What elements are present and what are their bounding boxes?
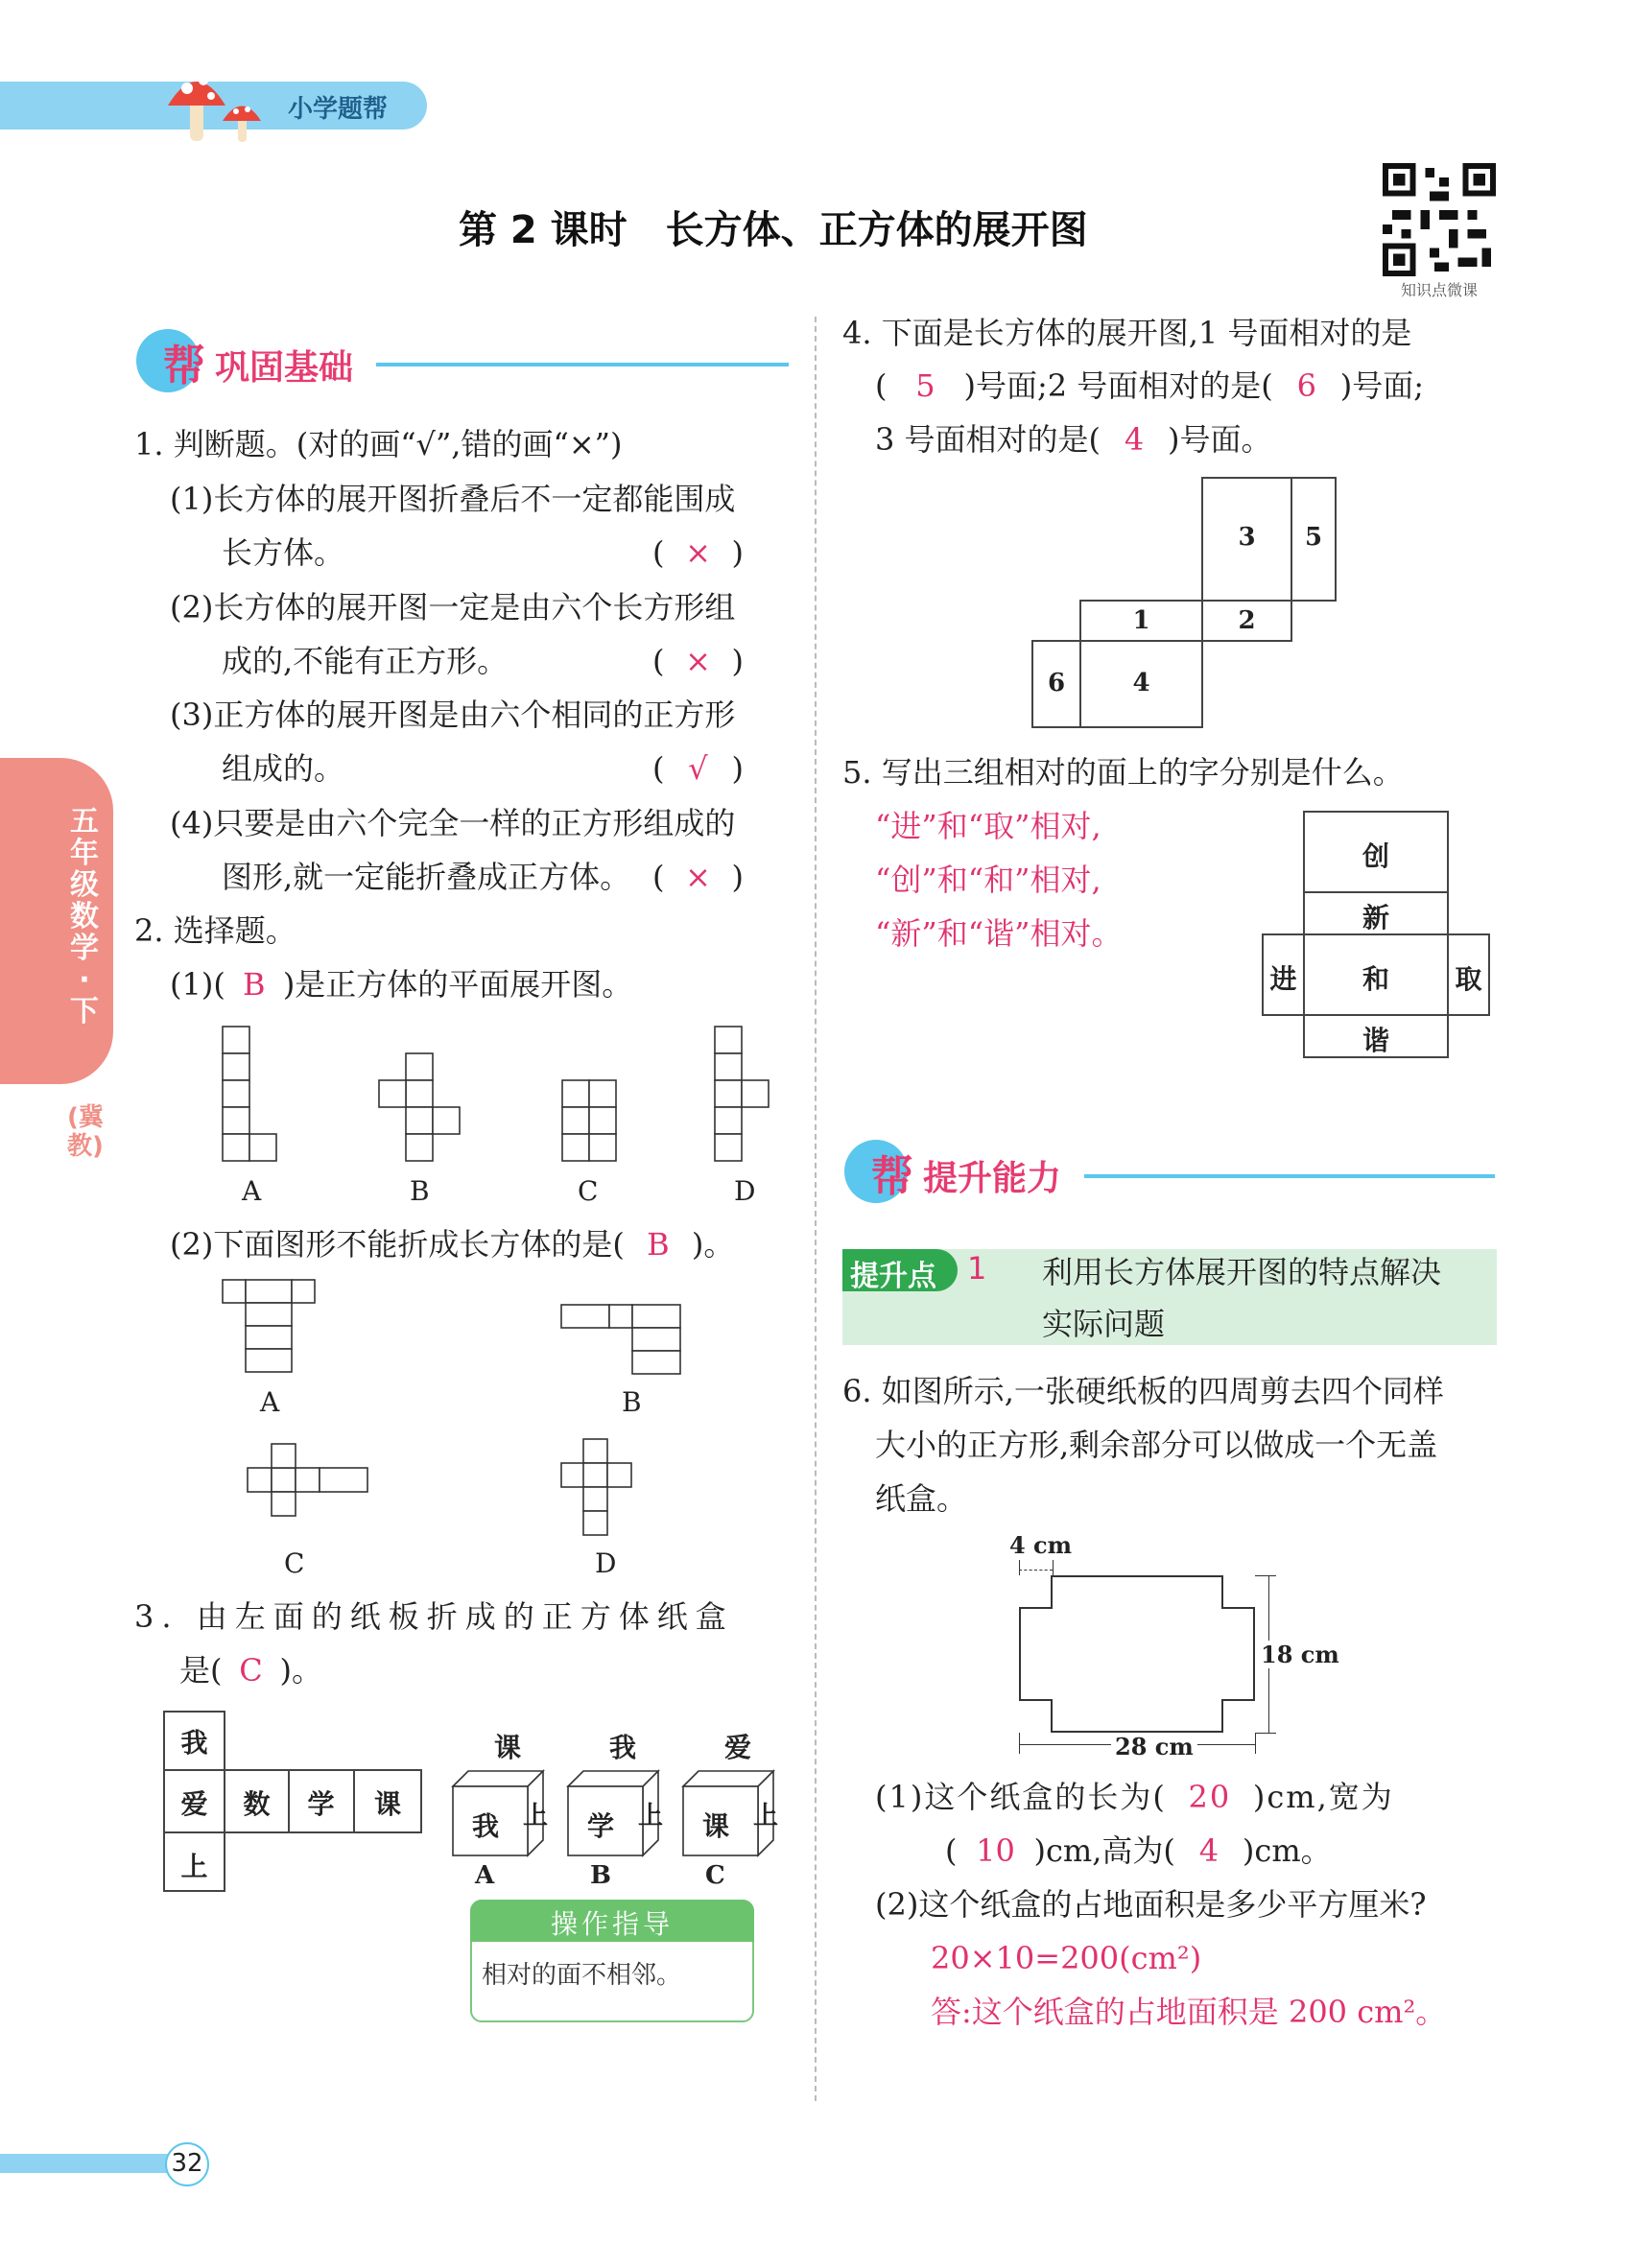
q1-item3-answer[interactable]: ( √ ) [652, 750, 744, 787]
q2-part1-label-a[interactable]: A [242, 1175, 262, 1207]
footer-bar [0, 2154, 187, 2173]
q5-cell-qu: 取 [1455, 963, 1482, 995]
q2-part2-suffix: )。 [691, 1226, 735, 1263]
point-number: 1 [967, 1250, 987, 1287]
q4-line2-a: ( [875, 367, 888, 404]
q2-part1-prefix: (1)( [170, 966, 225, 1003]
q6-part1-b: )cm,宽为 [1252, 1779, 1394, 1815]
q1-item2-line2: 成的,不能有正方形。 [222, 643, 509, 679]
q1-item3-line2: 组成的。 [222, 750, 345, 787]
q6-part1-line2 [945, 1831, 1332, 1870]
q3-cube-b-top: 我 [609, 1732, 637, 1763]
q1-item4-line2: 图形,就一定能折叠成正方体。 [222, 859, 631, 895]
q4-line1: 4. 下面是长方体的展开图,1 号面相对的是 [842, 315, 1412, 351]
q6-part1-e: )cm。 [1242, 1832, 1332, 1869]
q3-cube-a-label: A [475, 1861, 495, 1890]
q2-part2-label-a[interactable]: A [260, 1386, 280, 1418]
point-tag-label: 提升点 [850, 1260, 936, 1293]
q1-item1-line2: 长方体。 [222, 534, 345, 571]
q2-part2 [170, 1225, 734, 1264]
q4-line3-b: )号面。 [1168, 421, 1272, 458]
q1-item2-answer-value: × [685, 643, 711, 679]
section-title-advanced: 提升能力 [923, 1159, 1062, 1198]
q1-item3-line1: (3)正方体的展开图是由六个相同的正方形 [170, 697, 736, 733]
q4-answer-3[interactable]: 4 [1124, 421, 1145, 458]
q2-part2-label-c[interactable]: C [284, 1547, 305, 1579]
q4-net [1031, 477, 1338, 736]
q5-net [1262, 811, 1497, 1060]
q2-part1 [170, 965, 632, 1004]
q5-cell-he: 和 [1362, 963, 1389, 995]
section-badge-basic: 帮 [163, 342, 205, 390]
q3-cube-a-top: 课 [494, 1732, 522, 1763]
q6-part1-line1 [875, 1778, 1394, 1816]
q2-part1-figure-a [223, 1027, 276, 1161]
q2-part2-figure-c [248, 1444, 367, 1516]
q2-part1-figures [211, 1017, 787, 1209]
lesson-title: 第 2 课时 长方体、正方体的展开图 [459, 208, 1088, 252]
q6-dim-corner: 4 cm [1009, 1531, 1073, 1559]
q3-line2-suffix: )。 [279, 1652, 322, 1689]
q5-cell-jin: 进 [1269, 963, 1297, 995]
q4-line2 [875, 366, 1424, 405]
q5-stem: 5. 写出三组相对的面上的字分别是什么。 [842, 754, 1404, 791]
q4-face-5: 5 [1304, 523, 1323, 552]
q6-answer-width[interactable]: 10 [976, 1832, 1015, 1869]
q1-stem: 1. 判断题。(对的画“√”,错的画“×”) [134, 426, 623, 462]
q1-item3-answer-value: √ [688, 750, 708, 787]
column-divider [815, 317, 817, 2101]
q6-part1-a: (1)这个纸盒的长为( [875, 1779, 1167, 1815]
q3-tip-title: 操作指导 [550, 1908, 674, 1940]
q5-answer-1: “进”和“取”相对, [875, 808, 1101, 844]
q2-part1-figure-b [379, 1053, 460, 1161]
q3-cube-c-top: 爱 [724, 1732, 752, 1763]
q3-line2 [179, 1651, 322, 1689]
q6-part2: (2)这个纸盒的占地面积是多少平方厘米? [875, 1886, 1427, 1923]
q1-item1-answer[interactable]: ( × ) [652, 534, 744, 571]
q1-item2-line1: (2)长方体的展开图一定是由六个长方形组 [170, 589, 736, 626]
q4-answer-1[interactable]: 5 [915, 367, 935, 404]
q3-cube-c-label: C [705, 1861, 725, 1890]
q6-part1-d: )cm,高为( [1033, 1832, 1175, 1869]
q2-part2-answer[interactable]: B [647, 1226, 670, 1263]
q6-dim-height: 18 cm [1261, 1641, 1339, 1668]
q6-line2: 大小的正方形,剩余部分可以做成一个无盖 [875, 1427, 1438, 1463]
q3-cube-a-side: 上 [523, 1802, 549, 1831]
q3-net-cell-ke: 课 [373, 1788, 401, 1820]
q4-face-3: 3 [1238, 523, 1256, 552]
q2-part2-figure-a [223, 1280, 315, 1372]
q2-part2-figure-b [561, 1305, 680, 1374]
q1-item1-line1: (1)长方体的展开图折叠后不一定都能围成 [170, 481, 736, 517]
q4-face-6: 6 [1047, 669, 1066, 697]
q3-net [163, 1711, 422, 1902]
q3-cube-b[interactable] [566, 1727, 664, 1890]
q3-cube-a-front: 我 [472, 1810, 500, 1842]
q3-cube-b-label: B [590, 1861, 611, 1890]
q2-part1-label-c[interactable]: C [578, 1175, 599, 1207]
q3-cube-b-side: 上 [638, 1802, 664, 1831]
q6-line3: 纸盒。 [875, 1480, 968, 1517]
section-header-advanced [844, 1132, 1497, 1209]
brand-name: 小学题帮 [288, 95, 389, 124]
q2-part2-figure-d [561, 1439, 631, 1535]
q6-answer: 答:这个纸盒的占地面积是 200 cm²。 [931, 1994, 1447, 2030]
q2-part1-figure-d [715, 1027, 769, 1161]
q2-part1-label-d[interactable]: D [734, 1175, 756, 1207]
q3-cube-a[interactable] [451, 1727, 549, 1890]
q2-part2-label-b[interactable]: B [622, 1386, 642, 1418]
q4-answer-2[interactable]: 6 [1296, 367, 1316, 404]
q2-part1-suffix: )是正方体的平面展开图。 [282, 966, 633, 1003]
q2-part1-figure-c [562, 1080, 616, 1161]
q2-part2-label-d[interactable]: D [595, 1547, 617, 1579]
q1-item4-line1: (4)只要是由六个完全一样的正方形组成的 [170, 805, 736, 841]
q3-cube-c-front: 课 [702, 1810, 730, 1842]
section-title-basic: 巩固基础 [215, 348, 354, 388]
q4-line2-b: )号面;2 号面相对的是( [963, 367, 1273, 404]
section-header-basic [136, 321, 789, 398]
q4-face-2: 2 [1238, 606, 1256, 635]
q6-diagram [998, 1531, 1382, 1781]
q3-net-cell-shang: 上 [180, 1851, 208, 1882]
q3-cube-c-side: 上 [753, 1802, 779, 1831]
point-line1: 利用长方体展开图的特点解决 [1042, 1254, 1442, 1290]
q3-line2-prefix: 是( [179, 1652, 223, 1689]
q3-net-cell-wo: 我 [180, 1727, 208, 1759]
q1-item4-answer-value: × [685, 859, 711, 895]
qr-caption: 知识点微课 [1400, 281, 1478, 299]
q5-cell-chuang: 创 [1362, 840, 1389, 872]
q4-line2-c: )号面; [1339, 367, 1425, 404]
q5-answer-3: “新”和“谐”相对。 [875, 915, 1123, 952]
q4-face-1: 1 [1132, 606, 1150, 635]
mushroom-logo-icon [163, 58, 278, 149]
q1-item1-answer-value: × [685, 534, 711, 571]
q6-line1: 6. 如图所示,一张硬纸板的四周剪去四个同样 [842, 1373, 1444, 1409]
q4-face-4: 4 [1132, 669, 1150, 697]
section-badge-advanced: 帮 [871, 1152, 913, 1201]
q6-calc: 20×10=200(cm²) [931, 1940, 1202, 1976]
q3-tip-text: 相对的面不相邻。 [482, 1961, 682, 1990]
side-tab-grade: 五年级数学·下 [70, 805, 99, 1028]
q4-line3-a: 3 号面相对的是( [875, 421, 1101, 458]
q2-part1-answer[interactable]: B [243, 966, 266, 1003]
side-tab-edition: (冀教) [67, 1103, 104, 1161]
q3-net-cell-xue: 学 [307, 1788, 335, 1820]
q4-line3 [875, 420, 1272, 459]
q1-item2-answer[interactable]: ( × ) [652, 643, 744, 679]
q3-tip-box [470, 1900, 754, 2022]
qr-code-icon[interactable] [1382, 163, 1497, 276]
q6-part1-c: ( [945, 1832, 958, 1869]
q3-net-cell-shu: 数 [243, 1788, 271, 1820]
point-line2: 实际问题 [1042, 1306, 1166, 1342]
q3-answer[interactable]: C [239, 1652, 263, 1689]
q3-cube-c[interactable] [681, 1727, 779, 1890]
q5-answer-2: “创”和“和”相对, [875, 862, 1101, 898]
q5-cell-xie: 谐 [1362, 1025, 1389, 1056]
q2-part1-label-b[interactable]: B [410, 1175, 430, 1207]
q2-part2-prefix: (2)下面图形不能折成长方体的是( [170, 1226, 625, 1263]
q3-line1: 3. 由左面的纸板折成的正方体纸盒 [134, 1598, 734, 1635]
q6-answer-height[interactable]: 4 [1198, 1832, 1220, 1869]
q6-answer-length[interactable]: 20 [1188, 1779, 1232, 1815]
q1-item4-answer[interactable]: ( × ) [652, 859, 744, 895]
q6-dim-width: 28 cm [1111, 1733, 1197, 1760]
q5-cell-xin: 新 [1362, 902, 1389, 933]
q2-part2-figures [211, 1276, 729, 1583]
q3-cube-b-front: 学 [587, 1810, 615, 1842]
q2-stem: 2. 选择题。 [134, 912, 296, 949]
page-number: 32 [171, 2149, 203, 2178]
q3-net-cell-ai: 爱 [180, 1788, 208, 1820]
